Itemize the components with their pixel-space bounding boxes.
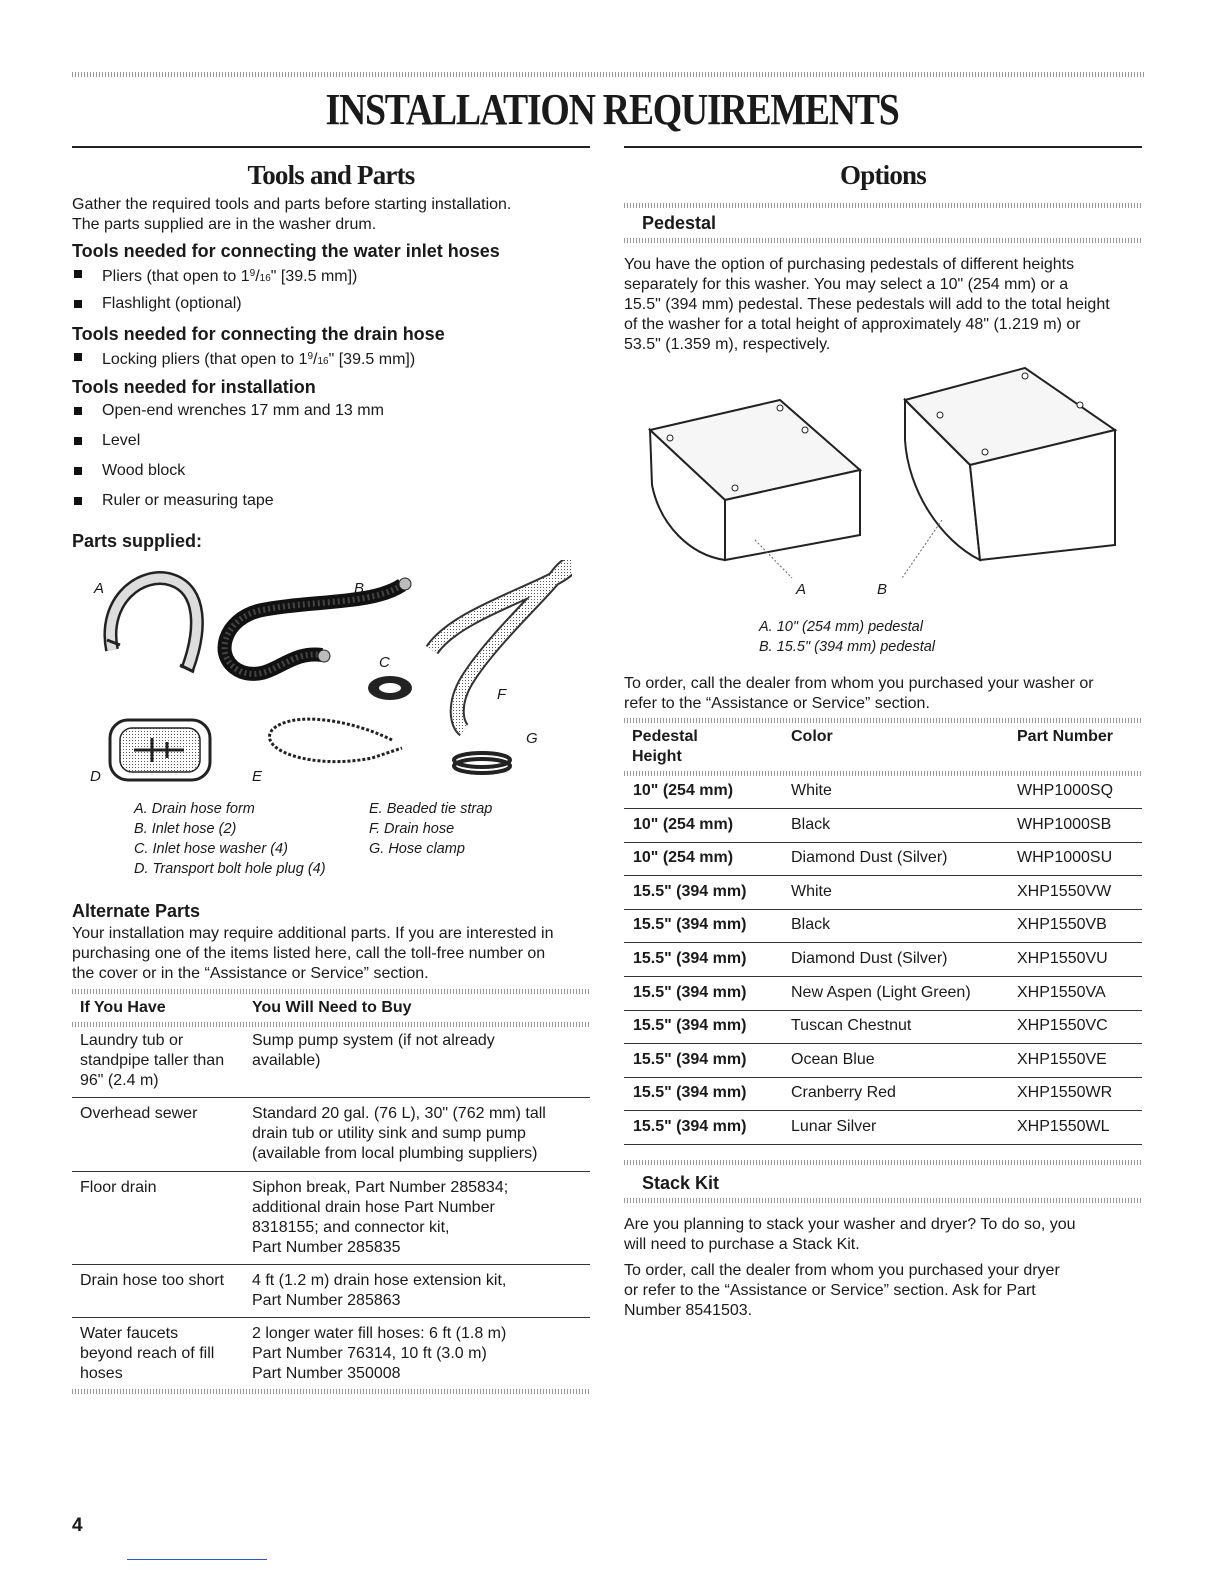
table-bottom-rule	[72, 1389, 590, 1394]
figure-letter: B	[877, 581, 888, 598]
table-cell-height: 15.5" (394 mm)	[633, 950, 747, 967]
stack-text-2	[624, 1261, 1060, 1321]
text-line: 53.5" (1.359 m), respectively.	[624, 336, 831, 353]
text-line: refer to the “Assistance or Service” section.	[624, 695, 930, 712]
row-divider	[72, 1317, 590, 1318]
caption-line: F. Drain hose	[369, 821, 455, 837]
list-item	[74, 264, 574, 284]
pedestal-top-rule	[624, 203, 1142, 208]
stack-text-1	[624, 1215, 1076, 1255]
table-cell-have: Floor drain	[80, 1179, 157, 1196]
part-letter: E	[252, 768, 263, 785]
caption-line: D. Transport bolt hole plug (4)	[134, 861, 326, 877]
table-cell-color: Diamond Dust (Silver)	[791, 950, 948, 967]
list-item-text: Pliers (that open to $1^9/16$" [39.5 mm])	[102, 268, 358, 285]
page-title: INSTALLATION REQUIREMENTS	[325, 85, 899, 134]
parts-captions-left	[134, 799, 326, 879]
parts-supplied-heading: Parts supplied:	[72, 531, 203, 551]
hose-clamp-icon	[454, 753, 510, 773]
col-header-color: Color	[791, 728, 833, 745]
table-cell-height: 15.5" (394 mm)	[633, 1118, 747, 1135]
table-cell-part-number: WHP1000SB	[1017, 815, 1112, 833]
table-cell-part-number: XHP1550WL	[1017, 1118, 1110, 1135]
table-cell-color: New Aspen (Light Green)	[791, 983, 971, 1001]
row-divider	[624, 1110, 1142, 1111]
part-letter: F	[497, 686, 507, 703]
list-item	[74, 491, 574, 511]
bullet-icon	[74, 467, 82, 475]
tools-section-title: Tools and Parts	[247, 160, 415, 190]
table-cell-have: Overhead sewer	[80, 1105, 198, 1122]
table-cell-height: 15.5" (394 mm)	[633, 1050, 747, 1068]
stack-kit-heading: Stack Kit	[642, 1173, 720, 1193]
table-cell-buy: Sump pump system (if not already available)	[252, 1032, 495, 1069]
table-cell-color: Diamond Dust (Silver)	[791, 849, 948, 867]
part-letter: B	[354, 580, 365, 597]
bullet-icon	[74, 300, 82, 308]
stack-top-rule	[624, 1160, 1142, 1165]
table-cell-have: Water faucets beyond reach of fill hoses	[80, 1325, 215, 1382]
row-divider	[624, 976, 1142, 977]
text-line: You have the option of purchasing pedestals of different heights	[624, 256, 1075, 273]
part-letter: D	[90, 768, 101, 785]
caption-line: B. 15.5" (394 mm) pedestal	[759, 639, 936, 655]
options-section-title: Options	[840, 160, 926, 190]
row-divider	[624, 875, 1142, 876]
list-item	[74, 431, 574, 451]
row-divider	[624, 808, 1142, 809]
list-item	[74, 461, 574, 481]
intro-line: Gather the required tools and parts before starting installation.	[72, 196, 512, 213]
caption-line: G. Hose clamp	[369, 841, 465, 857]
page-number: 4	[72, 1515, 83, 1536]
table-cell-part-number: XHP1550VA	[1017, 983, 1106, 1001]
text-line: or refer to the “Assistance or Service” section. Ask for Part	[624, 1282, 1036, 1299]
inlet-tools-heading: Tools needed for connecting the water inlet hoses	[72, 241, 500, 261]
table-cell-buy: Siphon break, Part Number 285834; additional drain hose Part Number 8318155; and connector kit, Part Number 285835	[252, 1179, 509, 1256]
table-cell-color: White	[791, 882, 832, 900]
table-cell-part-number: XHP1550VW	[1017, 882, 1112, 900]
bullet-icon	[74, 437, 82, 445]
alternate-parts-heading: Alternate Parts	[72, 901, 201, 921]
table-cell-height: 15.5" (394 mm)	[633, 916, 747, 934]
row-divider	[624, 1010, 1142, 1011]
table-cell-height: 15.5" (394 mm)	[633, 1017, 747, 1035]
list-item	[74, 401, 574, 421]
row-divider	[72, 1171, 590, 1172]
col-header-have: If You Have	[80, 999, 166, 1016]
row-divider	[624, 1043, 1142, 1044]
header-rule	[624, 771, 1142, 776]
text-line: To order, call the dealer from whom you purchased your dryer	[624, 1262, 1060, 1279]
table-cell-height: 10" (254 mm)	[633, 849, 734, 867]
row-divider	[624, 909, 1142, 910]
col-header-height: Pedestal Height	[632, 728, 698, 765]
table-cell-part-number: WHP1000SQ	[1017, 782, 1114, 799]
col-header-part-number: Part Number	[1017, 728, 1114, 745]
figure-letter: A	[796, 581, 807, 598]
parts-illustration	[72, 560, 572, 790]
list-item	[74, 294, 574, 314]
list-item-text: Flashlight (optional)	[102, 295, 242, 312]
intro-line: The parts supplied are in the washer drum.	[72, 216, 377, 233]
footer-link-underline	[127, 1559, 267, 1560]
table-cell-color: White	[791, 782, 832, 799]
pedestal-10in-icon	[650, 400, 860, 560]
bullet-icon	[74, 497, 82, 505]
table-cell-color: Black	[791, 815, 831, 833]
table-cell-color: Lunar Silver	[791, 1118, 877, 1135]
pedestal-bottom-rule	[624, 238, 1142, 243]
part-letter: A	[94, 580, 105, 597]
row-divider	[624, 842, 1142, 843]
table-top-rule	[624, 718, 1142, 723]
table-cell-color: Ocean Blue	[791, 1050, 875, 1068]
text-line: To order, call the dealer from whom you purchased your washer or	[624, 675, 1094, 692]
top-rule	[72, 72, 1144, 77]
list-item-text: Wood block	[102, 462, 186, 479]
caption-line: A. Drain hose form	[134, 801, 255, 817]
caption-line: C. Inlet hose washer (4)	[134, 841, 288, 857]
text-line: 15.5" (394 mm) pedestal. These pedestals will add to the total height	[624, 296, 1110, 313]
table-cell-buy: 2 longer water fill hoses: 6 ft (1.8 m) Part Number 76314, 10 ft (3.0 m) Part Number 350008	[252, 1325, 507, 1382]
table-cell-color: Tuscan Chestnut	[791, 1017, 912, 1035]
pedestal-captions	[759, 617, 935, 657]
pedestal-heading: Pedestal	[642, 213, 717, 233]
row-divider	[624, 1077, 1142, 1078]
table-cell-buy: Standard 20 gal. (76 L), 30" (762 mm) tall drain tub or utility sink and sump pump (available from local plumbing suppliers)	[252, 1105, 546, 1162]
text-line: Your installation may require additional parts. If you are interested in	[72, 925, 554, 942]
table-cell-height: 15.5" (394 mm)	[633, 983, 747, 1001]
text-line: separately for this washer. You may select a 10" (254 mm) or a	[624, 276, 1069, 293]
text-line: the cover or in the “Assistance or Service” section.	[72, 965, 429, 982]
row-divider	[624, 1144, 1142, 1145]
table-cell-part-number: XHP1550VU	[1017, 950, 1108, 967]
text-line: of the washer for a total height of approximately 48" (1.219 m) or	[624, 316, 1081, 333]
drain-hose-form-icon	[107, 578, 197, 672]
parts-captions-right	[369, 799, 492, 859]
right-section-rule	[624, 146, 1142, 148]
table-cell-part-number: XHP1550VC	[1017, 1017, 1108, 1035]
table-cell-color: Cranberry Red	[791, 1084, 896, 1102]
bullet-icon	[74, 407, 82, 415]
alternate-parts-text	[72, 924, 553, 984]
part-letter: C	[379, 654, 390, 671]
caption-line: A. 10" (254 mm) pedestal	[759, 619, 923, 635]
part-letter: G	[526, 730, 538, 747]
bullet-icon	[74, 353, 82, 361]
table-cell-height: 10" (254 mm)	[633, 782, 734, 799]
caption-line: E. Beaded tie strap	[369, 801, 493, 817]
list-item-text: Open-end wrenches 17 mm and 13 mm	[102, 402, 384, 419]
table-cell-height: 15.5" (394 mm)	[633, 882, 747, 900]
table-cell-part-number: XHP1550VE	[1017, 1050, 1107, 1068]
table-cell-part-number: XHP1550WR	[1017, 1084, 1113, 1102]
beaded-tie-strap-icon	[270, 719, 402, 762]
list-item-text: Level	[102, 432, 141, 449]
bullet-icon	[74, 270, 82, 278]
text-line: Number 8541503.	[624, 1302, 753, 1319]
text-line: purchasing one of the items listed here, call the toll-free number on	[72, 945, 546, 962]
text-line: will need to purchase a Stack Kit.	[624, 1236, 860, 1253]
tools-intro	[72, 195, 511, 235]
drain-tools-heading: Tools needed for connecting the drain hose	[72, 324, 445, 344]
transport-bolt-plug-icon	[110, 720, 210, 780]
col-header-buy: You Will Need to Buy	[252, 999, 412, 1016]
pedestal-text	[624, 255, 1110, 355]
caption-line: B. Inlet hose (2)	[134, 821, 237, 837]
table-cell-height: 15.5" (394 mm)	[633, 1084, 747, 1102]
text-line: Are you planning to stack your washer and dryer? To do so, you	[624, 1216, 1076, 1233]
stack-bottom-rule	[624, 1198, 1142, 1203]
table-top-rule	[72, 989, 590, 994]
table-cell-part-number: WHP1000SU	[1017, 849, 1113, 867]
table-cell-have: Drain hose too short	[80, 1272, 225, 1289]
list-item-text: Locking pliers (that open to $1^9/16$" [39.5 mm])	[102, 351, 416, 368]
drain-hose-icon	[432, 564, 571, 730]
list-item-text: Ruler or measuring tape	[102, 492, 274, 509]
list-item	[74, 347, 574, 367]
order-text	[624, 674, 1094, 714]
pedestal-15in-icon	[905, 368, 1115, 560]
table-cell-height: 10" (254 mm)	[633, 815, 734, 833]
table-cell-buy: 4 ft (1.2 m) drain hose extension kit, Part Number 285863	[252, 1272, 507, 1309]
inlet-hose-washer-icon	[368, 676, 412, 700]
row-divider	[624, 942, 1142, 943]
install-tools-heading: Tools needed for installation	[72, 377, 316, 397]
table-cell-color: Black	[791, 916, 831, 934]
row-divider	[72, 1264, 590, 1265]
table-cell-have: Laundry tub or standpipe taller than 96" (2.4 m)	[80, 1032, 225, 1089]
left-section-rule	[72, 146, 590, 148]
header-rule	[72, 1022, 590, 1027]
row-divider	[72, 1097, 590, 1098]
pedestal-illustration	[640, 360, 1130, 580]
table-cell-part-number: XHP1550VB	[1017, 916, 1107, 934]
